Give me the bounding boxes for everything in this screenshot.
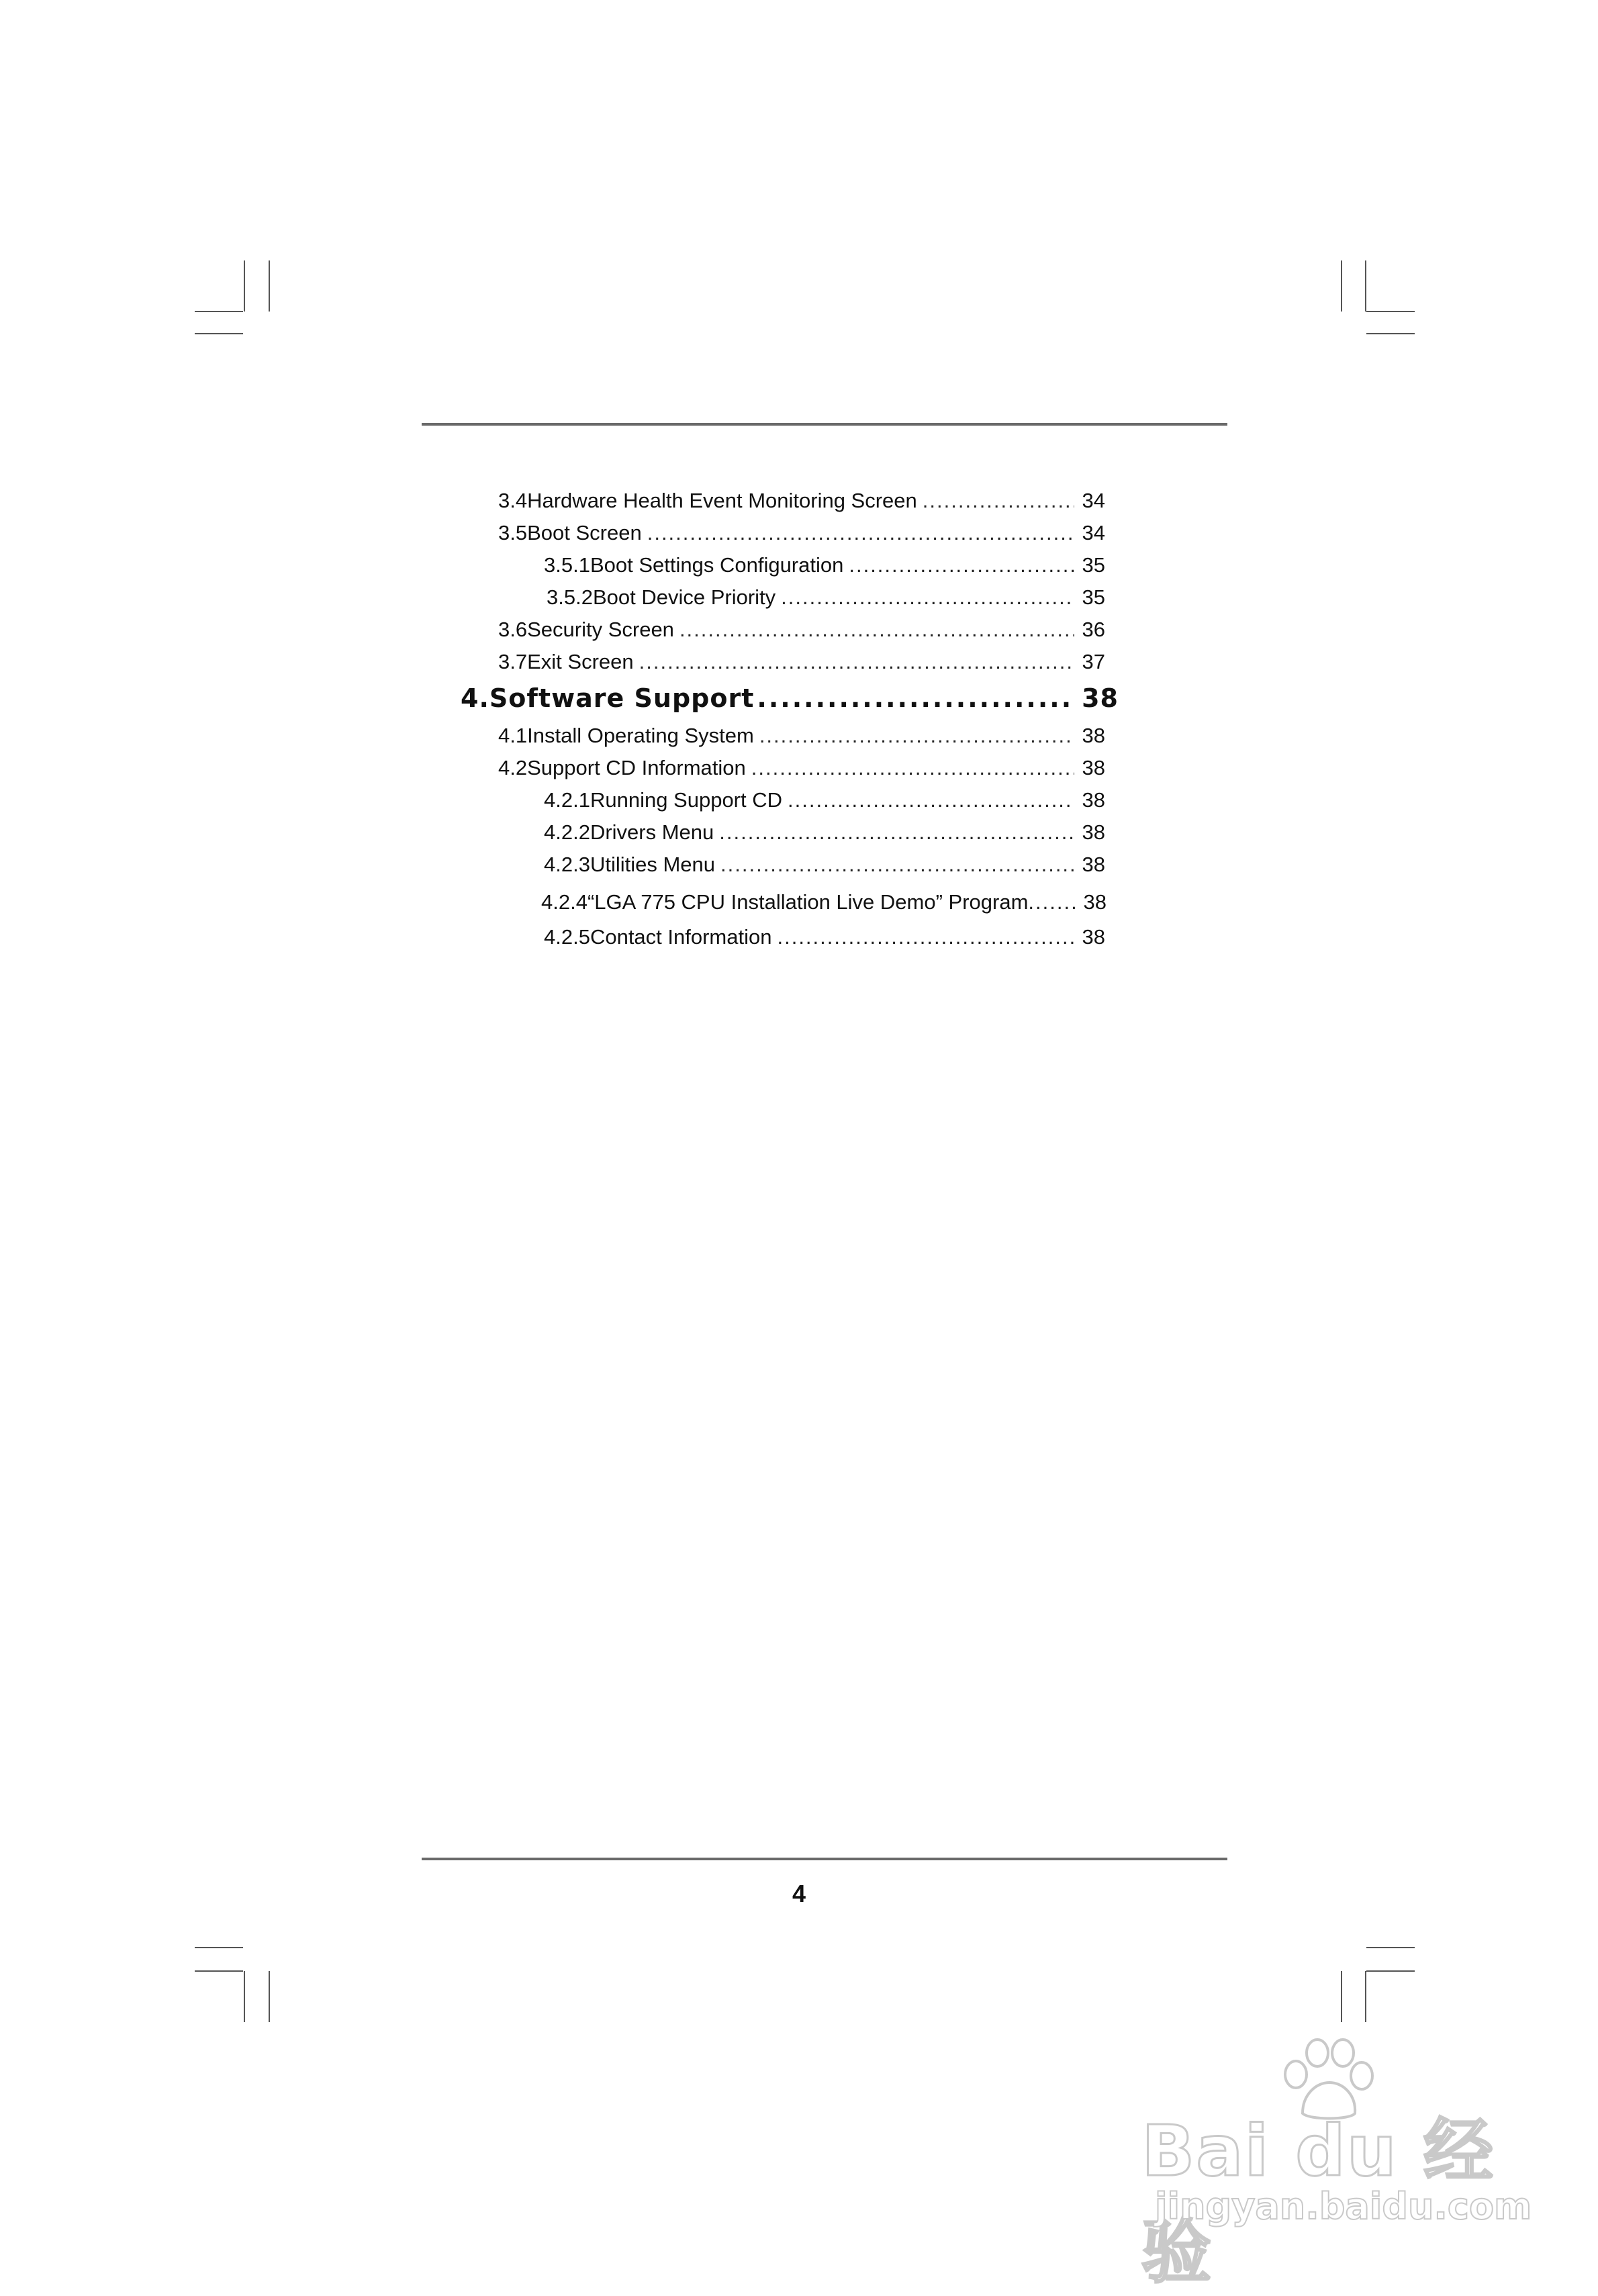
toc-chapter-page: 38 (1082, 683, 1119, 713)
baidu-watermark (1141, 2034, 1532, 2293)
toc-entry-page: 38 (1082, 853, 1105, 876)
watermark-logo-text: Bai du 经验 (1141, 2110, 1495, 2293)
toc-chapter-heading[interactable] (461, 682, 1119, 714)
toc-entry-title: Drivers Menu (590, 820, 714, 844)
crop-mark (195, 1947, 243, 1948)
watermark-url: jingyan.baidu.com (1155, 2185, 1532, 2228)
toc-entry[interactable] (544, 819, 1105, 846)
crop-mark (269, 1971, 270, 2022)
page-number: 4 (792, 1880, 806, 1907)
toc-leader-dots (849, 552, 1074, 579)
toc-entry-title: Utilities Menu (590, 853, 716, 876)
toc-entry-number: 3.7 (498, 650, 528, 673)
toc-entry-title: Contact Information (590, 925, 772, 949)
toc-entry[interactable] (544, 851, 1105, 878)
toc-entry-page: 35 (1082, 553, 1105, 577)
toc-leader-dots (923, 487, 1074, 514)
crop-mark (195, 1970, 243, 1972)
toc-leader-dots (759, 722, 1074, 749)
toc-chapter-title: Software Support (489, 683, 755, 713)
toc-entry-title: Running Support CD (590, 788, 783, 812)
toc-entry-number: 4.2 (498, 756, 528, 779)
toc-leader-dots (679, 616, 1074, 643)
toc-leader-dots (639, 649, 1074, 675)
toc-entry-title: Install Operating System (527, 724, 754, 747)
toc-entry-title: Hardware Health Event Monitoring Screen (527, 489, 917, 512)
footer-rule (422, 1858, 1227, 1860)
crop-mark (1341, 1971, 1342, 2022)
toc-entry[interactable] (541, 889, 1107, 916)
toc-leader-dots (781, 584, 1074, 611)
crop-mark (195, 311, 243, 312)
toc-entry[interactable] (498, 649, 1105, 675)
toc-entry-page: 38 (1082, 820, 1105, 844)
toc-entry-page: 38 (1082, 925, 1105, 949)
toc-entry-number: 4.2.5 (544, 925, 590, 949)
toc-entry[interactable] (498, 722, 1105, 749)
toc-entry-number: 3.6 (498, 618, 528, 641)
crop-mark (195, 333, 243, 334)
crop-mark (244, 260, 245, 312)
toc-entry-title: “LGA 775 CPU Installation Live Demo” Program (587, 890, 1029, 914)
toc-entry[interactable] (498, 487, 1105, 514)
toc-entry[interactable] (547, 584, 1105, 611)
toc-entry-page: 34 (1082, 489, 1105, 512)
toc-entry-page: 37 (1082, 650, 1105, 673)
toc-entry-page: 35 (1082, 585, 1105, 609)
toc-entry-page: 38 (1082, 788, 1105, 812)
toc-leader-dots (788, 787, 1074, 814)
toc-entry-number: 4.2.4 (541, 890, 588, 914)
toc-leader-dots (720, 851, 1074, 878)
toc-entry-title: Boot Screen (527, 521, 642, 544)
crop-mark (1365, 1971, 1366, 2022)
toc-entry-page: 38 (1082, 756, 1105, 779)
toc-entry-page: 38 (1082, 724, 1105, 747)
toc-chapter-number: 4. (461, 683, 489, 713)
crop-mark (1366, 1947, 1415, 1948)
toc-leader-dots (777, 924, 1074, 951)
toc-entry-title: Boot Device Priority (592, 585, 776, 609)
crop-mark (1366, 1970, 1415, 1972)
toc-entry-title: Security Screen (527, 618, 674, 641)
toc-entry-number: 3.5 (498, 521, 528, 544)
toc-leader-dots (1028, 889, 1078, 916)
toc-entry[interactable] (498, 616, 1105, 643)
toc-entry-number: 4.2.1 (544, 788, 590, 812)
crop-mark (244, 1971, 245, 2022)
toc-entry[interactable] (498, 755, 1105, 781)
toc-leader-dots (757, 682, 1075, 714)
toc-leader-dots (751, 755, 1074, 781)
toc-entry[interactable] (544, 924, 1105, 951)
toc-entry-number: 4.2.2 (544, 820, 590, 844)
toc-entry-number: 4.1 (498, 724, 528, 747)
toc-entry[interactable] (544, 552, 1105, 579)
toc-entry[interactable] (544, 787, 1105, 814)
header-rule (422, 423, 1227, 426)
crop-mark (1366, 311, 1415, 312)
toc-entry-page: 34 (1082, 521, 1105, 544)
toc-entry-number: 3.5.2 (547, 585, 593, 609)
crop-mark (1366, 333, 1415, 334)
toc-entry[interactable] (498, 520, 1105, 546)
toc-entry-number: 4.2.3 (544, 853, 590, 876)
toc-entry-title: Exit Screen (527, 650, 634, 673)
crop-mark (1365, 260, 1366, 312)
toc-entry-page: 36 (1082, 618, 1105, 641)
crop-mark (1341, 260, 1342, 312)
toc-entry-number: 3.5.1 (544, 553, 590, 577)
toc-entry-title: Support CD Information (527, 756, 746, 779)
toc-entry-number: 3.4 (498, 489, 528, 512)
toc-leader-dots (647, 520, 1074, 546)
crop-mark (269, 260, 270, 312)
toc-leader-dots (719, 819, 1074, 846)
toc-entry-title: Boot Settings Configuration (590, 553, 844, 577)
toc-entry-page: 38 (1083, 890, 1107, 914)
